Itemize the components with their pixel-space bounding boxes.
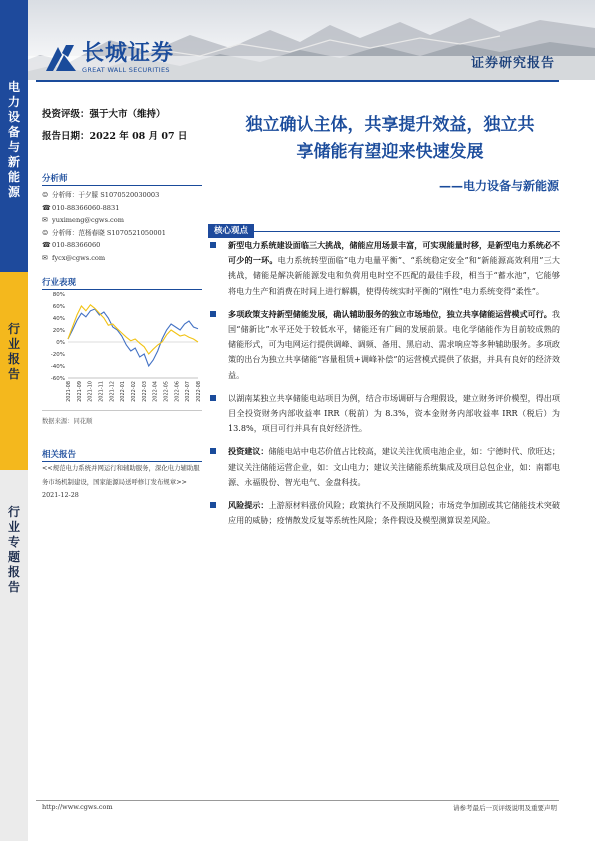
analyst-row: ☺ 分析师：于夕朦 S1070520030003 <box>42 189 202 202</box>
side-label-report-topic: 行 业 专 题 报 告 <box>7 505 20 594</box>
core-view-heading: 核心观点 <box>208 224 254 238</box>
core-points-list <box>208 238 560 536</box>
footer-disclaimer: 请参考最后一页评级说明及重要声明 <box>453 804 557 812</box>
analyst-row: ☎ 010-88366060 <box>42 239 202 252</box>
y-tick-label: 60% <box>52 304 65 310</box>
x-tick-label: 2022-08 <box>196 381 202 402</box>
side-label-sector: 电 力 设 备 与 新 能 源 <box>7 80 20 199</box>
y-tick-label: -20% <box>50 352 65 358</box>
rating-block <box>42 108 202 144</box>
phone-icon: ☎ <box>42 203 51 212</box>
x-tick-label: 2022-03 <box>141 381 148 402</box>
phone-icon: ☎ <box>42 241 51 249</box>
report-subtitle: ——电力设备与新能源 <box>438 179 559 193</box>
y-tick-label: -60% <box>50 376 65 382</box>
logo-chinese-name: 长城证券 <box>82 41 175 66</box>
report-title: 独立确认主体，共享提升效益，独立共 享储能有望迎来快速发展 <box>245 115 535 162</box>
investment-rating: 投资评级：强于大市（维持） <box>42 109 166 120</box>
report-type-label: 证券研究报告 <box>470 56 555 71</box>
x-tick-label: 2022-02 <box>131 381 137 402</box>
core-point: 风险提示：上游原材料涨价风险；政策执行不及预期风险；市场竞争加剧或其它储能技术突破应用的威胁；疫情散发反复等系统性风险；条件假设及模型测算误差风险。 <box>208 498 560 528</box>
square-bullet-icon <box>210 395 216 401</box>
core-point: 多项政策支持新型储能发展，确认辅助服务的独立市场地位，独立共享储能运营模式可行。我国“储新比”水平还处于较低水平，储能还有广阔的发展前景。电化学储能作为目前较成熟的储能形式，可为电网运行提供调峰、调频、备用、黑启动、需求响应等多种辅助服务。多项政策的出台为独立共享储能“容量租赁+调峰补偿”的运营模式提供了依据，并具有良好的经济效益。 <box>208 307 560 383</box>
y-tick-label: 40% <box>52 316 65 322</box>
related-reports-heading: 相关报告 <box>42 448 202 462</box>
analyst-row[interactable]: ✉ fycx@cgws.com <box>42 252 202 265</box>
square-bullet-icon <box>210 311 216 317</box>
company-logo <box>44 42 174 74</box>
footer-divider <box>36 800 559 801</box>
x-tick-label: 2021-10 <box>87 381 94 402</box>
performance-heading: 行业表现 <box>42 276 202 290</box>
analyst-heading: 分析师 <box>42 172 202 186</box>
analyst-section <box>42 172 202 264</box>
x-tick-label: 2021-08 <box>66 381 72 402</box>
analyst-row: ☺ 分析师：范杨春晓 S1070521050001 <box>42 227 202 240</box>
square-bullet-icon <box>210 448 216 454</box>
mail-icon: ✉ <box>42 253 48 262</box>
analyst-row: ☎ 010-88366060-8831 <box>42 202 202 215</box>
mail-icon: ✉ <box>42 216 48 224</box>
person-icon: ☺ <box>42 228 49 237</box>
header-divider <box>36 80 559 82</box>
series-line <box>68 309 198 366</box>
page-header <box>0 0 595 80</box>
square-bullet-icon <box>210 502 216 508</box>
analyst-row[interactable]: ✉ yuximeng@cgws.com <box>42 214 202 227</box>
x-tick-label: 2022-06 <box>174 381 181 402</box>
x-tick-label: 2021-09 <box>76 381 83 402</box>
x-tick-label: 2021-12 <box>109 381 116 402</box>
side-label-report-kind: 行 业 报 告 <box>7 322 20 381</box>
x-tick-label: 2022-01 <box>120 381 127 402</box>
data-source: 数据来源：同花顺 <box>42 418 93 425</box>
related-report-item[interactable]: <<规范电力系统并网运行和辅助服务，深化电力辅助服务市场机制建设，国家能源局送呼修订发布规章>> 2021-12-28 <box>42 464 200 499</box>
core-view-section <box>208 218 560 236</box>
logo-mark-icon <box>44 43 78 73</box>
core-point: 新型电力系统建设面临三大挑战，储能应用场景丰富，可实现能量时移，是新型电力系统必不可少的一环。电力系统转型面临“电力电量平衡”、“系统稳定安全”和“新能源高效利用”三大挑战，储能是解决新能源发电和负荷用电时空不匹配的最佳手段，相当于“蓄水池”，它能够将电力生产和消费在时间上进行解耦，使得传统实时平衡的“刚性”电力系统变得“柔性”。 <box>208 238 560 299</box>
core-point: 以湖南某独立共享储能电站项目为例，结合市场调研与合理假设，建立财务评价模型，得出项目全投资财务内部收益率 IRR（税前）为 8.3%，资本金财务内部收益率 IRR（税后）为 13.8%，项目可行并具有良好经济性。 <box>208 391 560 437</box>
footer-website-link[interactable]: http://www.cgws.com <box>42 803 113 811</box>
logo-english-name: GREAT WALL SECURITIES <box>82 66 170 74</box>
data-source-divider <box>42 410 202 411</box>
y-tick-label: 0% <box>56 340 65 346</box>
related-reports-section <box>42 448 202 462</box>
x-tick-label: 2022-04 <box>152 381 159 402</box>
y-tick-label: 80% <box>52 292 65 298</box>
y-tick-label: 20% <box>52 328 65 334</box>
square-bullet-icon <box>210 242 216 248</box>
y-tick-label: -40% <box>50 364 65 370</box>
x-tick-label: 2022-05 <box>163 381 170 402</box>
industry-performance-chart <box>42 288 202 404</box>
x-tick-label: 2021-11 <box>98 381 105 402</box>
core-point: 投资建议：储能电站中电芯价值占比较高，建议关注优质电池企业，如：宁德时代、欣旺达；建议关注储能运营企业，如：文山电力；建议关注储能系统集成及项目总包企业，如：南都电源、永福股份、智光电气、金盘科技。 <box>208 444 560 490</box>
report-date: 报告日期：2022 年 08 月 07 日 <box>42 131 188 142</box>
x-tick-label: 2022-07 <box>185 381 192 402</box>
person-icon: ☺ <box>42 191 49 199</box>
